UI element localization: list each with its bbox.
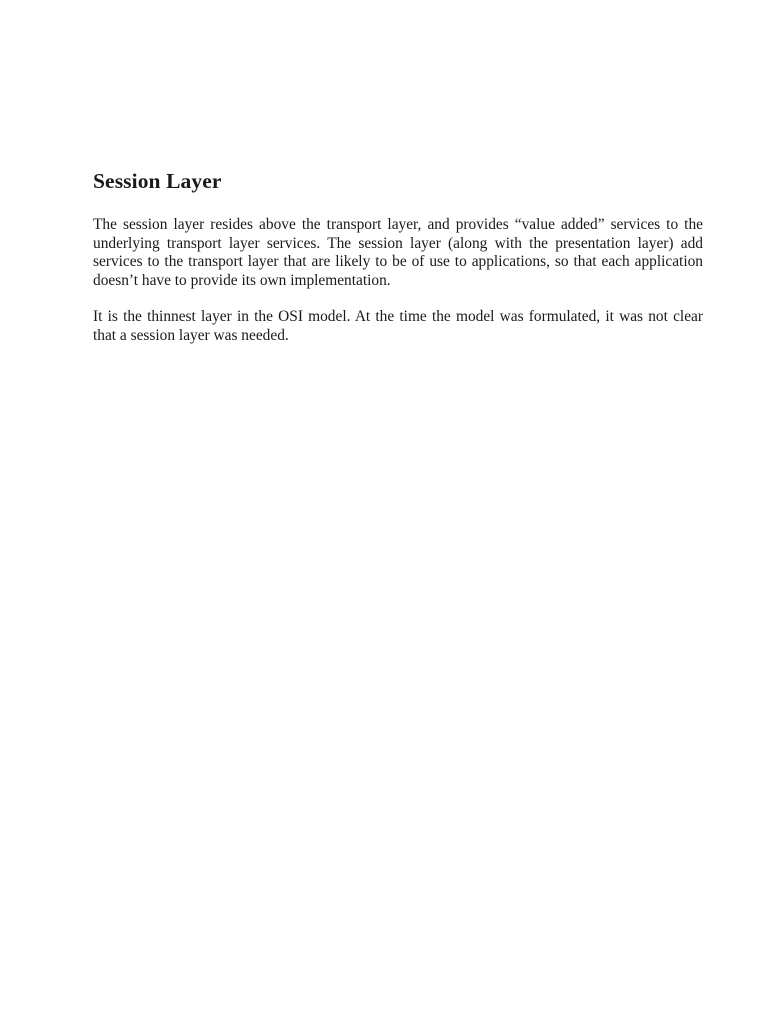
paragraph-intro: The session layer resides above the transport layer, and provides “value added” services to the underlying transport layer services. The session layer (along with the presentation layer) add services to the transport layer that are likely to be of use to applications, so that each application doesn’t have to provide its own implementation. xyxy=(93,216,703,289)
document-body xyxy=(93,168,703,364)
section-heading: Session Layer xyxy=(93,169,222,193)
paragraph-thinnest-layer: It is the thinnest layer in the OSI model. At the time the model was formulated, it was not clear that a session layer was needed. xyxy=(93,308,703,344)
